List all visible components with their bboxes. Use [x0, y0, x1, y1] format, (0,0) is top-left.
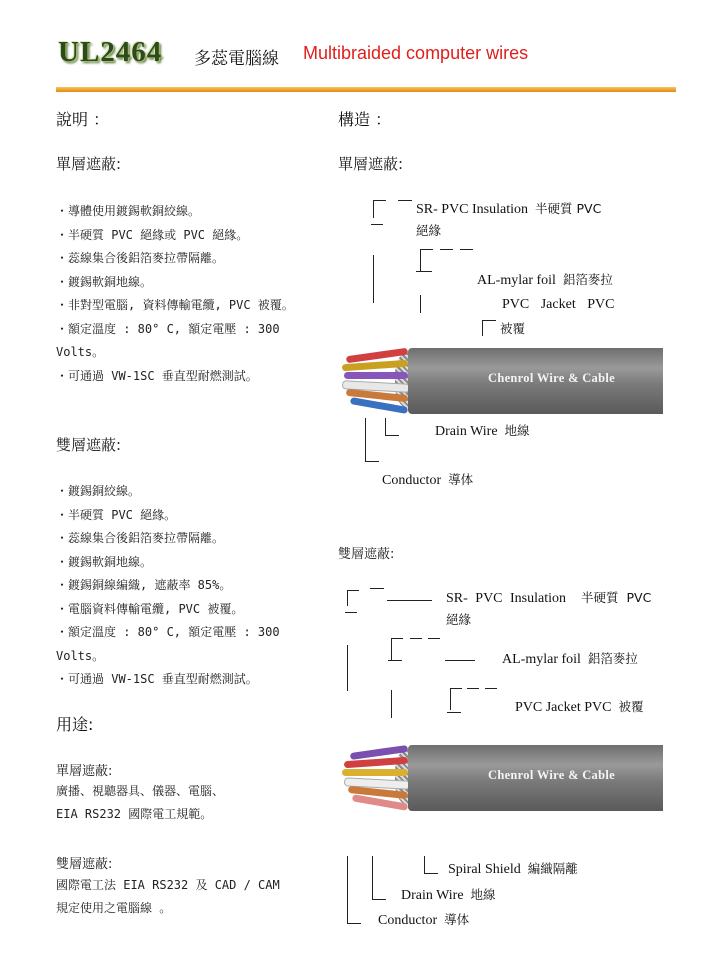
label-insulation-double: SR- PVC Insulation 半硬質 PVC: [446, 590, 652, 606]
list-item: ・非對型電腦, 資料傳輸電纜, PVC 被覆。: [56, 298, 294, 312]
list-item: ・額定溫度 : 80° C, 額定電壓 : 300: [56, 625, 280, 639]
label-spiral-shield: Spiral Shield 編織隔離: [448, 861, 578, 877]
double-shield-spec-list: [56, 480, 326, 692]
list-item: ・半硬質 PVC 絕緣。: [56, 507, 177, 522]
usage-line: EIA RS232 國際電工規範。: [56, 807, 213, 821]
label-insulation-cn: 絕緣: [416, 223, 442, 238]
label-insulation-double-cn: 絕緣: [446, 612, 472, 627]
label-insulation: SR- PVC Insulation 半硬質 PVC: [416, 201, 602, 217]
single-shield-spec-list: [56, 200, 326, 388]
usage-single-text: [56, 780, 224, 826]
label-drain-wire: Drain Wire 地線: [435, 423, 530, 439]
list-item: ・蕊線集合後鋁箔麥拉帶隔離。: [56, 531, 225, 545]
list-item: Volts。: [56, 345, 105, 359]
usage-line: 國際電工法 EIA RS232 及 CAD / CAM: [56, 878, 280, 892]
usage-double-text: [56, 874, 280, 920]
list-item: ・蕊線集合後鋁箔麥拉帶隔離。: [56, 251, 225, 265]
list-item: ・鍍錫軟銅地線。: [56, 274, 153, 289]
label-jacket-cn: 被覆: [500, 321, 526, 336]
page-title-english: Multibraided computer wires: [303, 43, 529, 63]
list-item: ・鍍錫銅線編織, 遮蔽率 85%。: [56, 578, 232, 592]
usage-double-heading: 雙層遮蔽:: [56, 857, 113, 872]
cable-brand-text: Chenrol Wire & Cable: [488, 768, 615, 782]
list-item: ・電腦資料傳輸電纜, PVC 被覆。: [56, 601, 244, 616]
single-shield-heading: 單層遮蔽:: [56, 155, 122, 173]
construction-heading: 構造 ：: [338, 110, 392, 129]
list-item: ・可通過 VW-1SC 垂直型耐燃測試。: [56, 672, 258, 686]
label-conductor-double: Conductor 導体: [378, 912, 470, 928]
usage-line: 規定使用之電腦線 。: [56, 901, 172, 915]
page-title-chinese: 多蕊電腦線: [194, 49, 279, 69]
header-divider: [56, 87, 676, 92]
cable-brand-text: Chenrol Wire & Cable: [488, 371, 615, 385]
list-item: ・半硬質 PVC 絕緣或 PVC 絕緣。: [56, 227, 249, 242]
single-shield-cable-image: [340, 340, 663, 422]
double-shield-cable-image: [340, 737, 663, 819]
list-item: ・可通過 VW-1SC 垂直型耐燃測試。: [56, 368, 258, 383]
usage-line: 廣播、視聽器具、儀器、電腦、: [56, 784, 225, 798]
double-shield-heading: 雙層遮蔽:: [56, 436, 122, 454]
label-al-mylar: AL-mylar foil 鋁箔麥拉: [477, 272, 613, 288]
usage-heading: 用途:: [56, 715, 94, 734]
label-jacket: PVC Jacket PVC: [502, 297, 615, 312]
label-jacket-double: PVC Jacket PVC 被覆: [515, 699, 644, 715]
usage-single-heading: 單層遮蔽:: [56, 764, 113, 779]
ul2464-logo: UL2464: [58, 36, 163, 68]
description-heading: 說明 ：: [56, 110, 110, 129]
label-conductor: Conductor 導体: [382, 472, 474, 488]
single-construction-heading: 單層遮蔽:: [338, 155, 404, 173]
list-item: ・鍍錫銅絞線。: [56, 484, 141, 498]
list-item: ・導體使用鍍錫軟銅絞線。: [56, 204, 201, 218]
list-item: ・額定溫度 : 80° C, 額定電壓 : 300: [56, 321, 280, 336]
label-drain-wire-double: Drain Wire 地線: [401, 887, 496, 903]
double-construction-heading: 雙層遮蔽:: [338, 547, 395, 562]
label-al-mylar-double: AL-mylar foil 鋁箔麥拉: [502, 651, 638, 667]
list-item: ・鍍錫軟銅地線。: [56, 554, 153, 569]
list-item: Volts。: [56, 648, 105, 663]
